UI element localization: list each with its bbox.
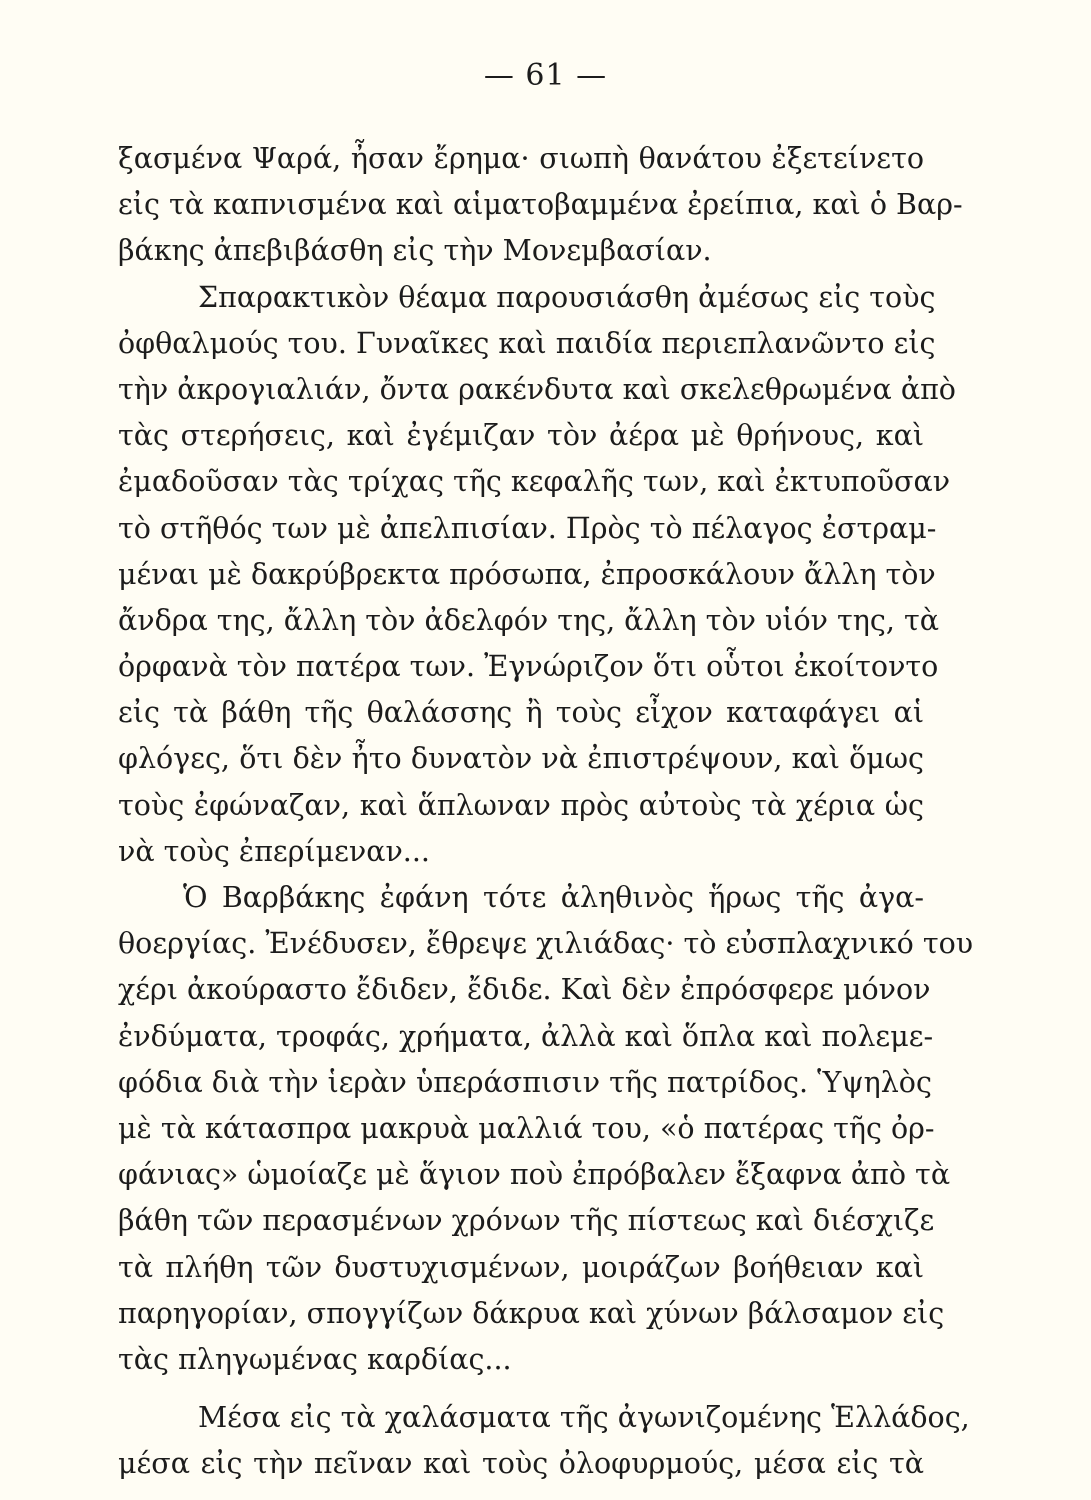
text-line: μὲ τὰ κάτασπρα μακρυὰ μαλλιά του, «ὁ πατέρας τῆς ὀρ- [118,1111,935,1145]
text-line: ὀφθαλμούς του. Γυναῖκες καὶ παιδία περιεπλανῶντο εἰς [118,326,936,360]
text-line: Σπαρακτικὸν θέαμα παρουσιάσθη ἀμέσως εἰς τοὺς [198,280,936,314]
text-line: χέρι ἀκούραστο ἔδιδεν, ἔδιδε. Καὶ δὲν ἐπρόσφερε μόνον [118,973,931,1007]
text-line: τὰς στερήσεις, καὶ ἐγέμιζαν τὸν ἀέρα μὲ θρήνους, καὶ [118,419,924,453]
text-line: τὰς πληγωμένας καρδίας... [118,1342,512,1376]
text-line: βάθη τῶν περασμένων χρόνων τῆς πίστεως καὶ διέσχιζε [118,1204,935,1238]
text-line: τὸ στῆθός των μὲ ἀπελπισίαν. Πρὸς τὸ πέλαγος ἐστραμ- [118,511,937,545]
text-line: φόδια διὰ τὴν ἱερὰν ὑπεράσπισιν τῆς πατρίδος. Ὑψηλὸς [118,1065,932,1099]
text-line: ἐμαδοῦσαν τὰς τρίχας τῆς κεφαλῆς των, καὶ ἐκτυποῦσαν [118,465,951,499]
text-line: ξασμένα Ψαρά, ἦσαν ἔρημα· σιωπὴ θανάτου ἐξετείνετο [118,142,924,175]
text-line: παρηγορίαν, σπογγίζων δάκρυα καὶ χύνων βάλσαμον εἰς [118,1296,945,1330]
text-line: νὰ τοὺς ἐπερίμεναν... [118,834,430,868]
text-line: εἰς τὰ βάθη τῆς θαλάσσης ἢ τοὺς εἶχον καταφάγει αἱ [118,696,924,730]
body-text [118,136,974,1487]
text-line: τὰ πλήθη τῶν δυστυχισμένων, μοιράζων βοήθειαν καὶ [118,1250,924,1284]
text-line: φλόγες, ὅτι δὲν ἦτο δυνατὸν νὰ ἐπιστρέψουν, καὶ ὅμως [118,742,924,776]
text-line: Μέσα εἰς τὰ χαλάσματα τῆς ἀγωνιζομένης Ἑλλάδος, [198,1401,970,1435]
text-line: ἐνδύματα, τροφάς, χρήματα, ἀλλὰ καὶ ὅπλα καὶ πολεμε- [118,1019,934,1053]
text-line: βάκης ἀπεβιβάσθη εἰς τὴν Μονεμβασίαν. [118,234,712,268]
text-line: μέσα εἰς τὴν πεῖναν καὶ τοὺς ὀλοφυρμούς, μέσα εἰς τὰ [118,1447,924,1481]
text-line: Ὁ Βαρβάκης ἐφάνη τότε ἀληθινὸς ἥρως τῆς ἀγα- [183,881,924,914]
text-line: εἰς τὰ καπνισμένα καὶ αἱματοβαμμένα ἐρείπια, καὶ ὁ Βαρ- [118,188,963,222]
text-line: μέναι μὲ δακρύβρεκτα πρόσωπα, ἐπροσκάλουν ἄλλη τὸν [118,557,936,591]
text-line: τὴν ἀκρογιαλιάν, ὄντα ρακένδυτα καὶ σκελεθρωμένα ἀπὸ [118,372,956,406]
text-line: ὀρφανὰ τὸν πατέρα των. Ἐγνώριζον ὅτι οὗτοι ἐκοίτοντο [118,650,939,684]
text-line: θοεργίας. Ἐνέδυσεν, ἔθρεψε χιλιάδας· τὸ εὐσπλαχνικό του [118,927,974,961]
text-line: φάνιας» ὡμοίαζε μὲ ἅγιον ποὺ ἐπρόβαλεν ἔξαφνα ἀπὸ τὰ [118,1158,951,1192]
text-line: τοὺς ἐφώναζαν, καὶ ἅπλωναν πρὸς αὐτοὺς τὰ χέρια ὡς [118,788,924,822]
paragraph-gap [118,1383,924,1395]
text-line: ἄνδρα της, ἄλλη τὸν ἀδελφόν της, ἄλλη τὸν υἱόν της, τὰ [118,603,939,637]
page-number: — 61 — [483,58,608,93]
